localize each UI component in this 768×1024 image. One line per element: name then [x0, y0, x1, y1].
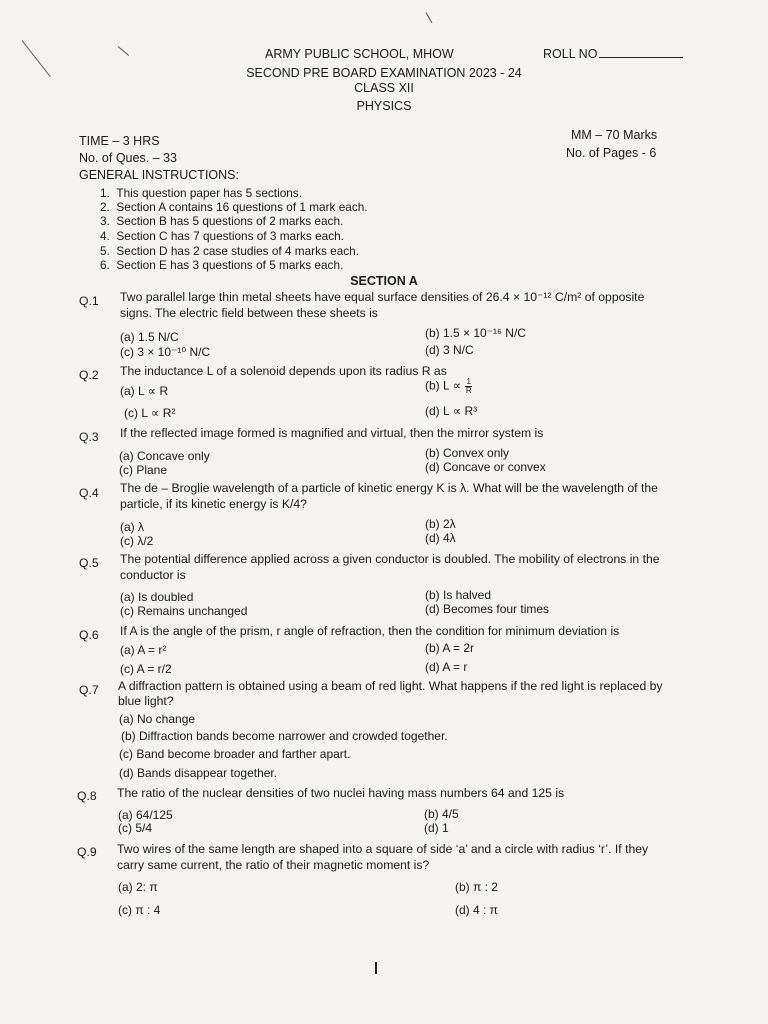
option-d: (d) 3 N/C — [425, 343, 474, 357]
instruction-item — [100, 258, 343, 272]
option-d: (d) Bands disappear together. — [119, 766, 278, 780]
instruction-text: Section B has 5 questions of 2 marks each. — [116, 214, 344, 228]
question-number: Q.6 — [79, 628, 99, 642]
pen-mark — [118, 46, 129, 56]
question-number: Q.1 — [79, 294, 99, 308]
question-count: No. of Ques. – 33 — [79, 151, 177, 165]
question-number: Q.2 — [79, 368, 99, 382]
question-text: The potential difference applied across a given conductor is doubled. The mobility of electrons in the — [120, 552, 660, 566]
option-c: (c) Remains unchanged — [120, 604, 248, 618]
question-text: signs. The electric field between these sheets is — [120, 306, 378, 320]
option-a: (a) A = r² — [120, 643, 167, 657]
question-number: Q.5 — [79, 556, 99, 570]
roll-number — [543, 46, 683, 61]
option-a: (a) 64/125 — [118, 808, 173, 822]
question-text: The ratio of the nuclear densities of two nuclei having mass numbers 64 and 125 is — [117, 786, 565, 800]
section-title: SECTION A — [350, 274, 418, 288]
option-c: (c) Plane — [119, 463, 168, 477]
option-a: (a) No change — [119, 712, 196, 726]
question-text: blue light? — [118, 694, 174, 708]
roll-blank — [599, 46, 683, 58]
option-b: (b) Convex only — [425, 446, 510, 460]
instruction-text: Section E has 3 questions of 5 marks each. — [116, 258, 344, 272]
question-text: Two wires of the same length are shaped into a square of side ‘a’ and a circle with radius ‘r’. If they — [117, 842, 649, 856]
instruction-item — [100, 214, 343, 228]
option-c: (c) L ∝ R² — [124, 406, 176, 420]
option-c: (c) λ/2 — [120, 534, 154, 548]
option-d: (d) 1 — [424, 821, 449, 835]
question-text: The de – Broglie wavelength of a particle of kinetic energy K is λ. What will be the wavelength of the — [120, 481, 658, 495]
option-a: (a) λ — [120, 520, 144, 534]
option-c: (c) 3 × 10⁻¹⁰ N/C — [120, 345, 211, 359]
question-text: If A is the angle of the prism, r angle of refraction, then the condition for minimum deviation is — [120, 624, 620, 638]
option-d: (d) A = r — [425, 660, 468, 674]
question-text: The inductance L of a solenoid depends upon its radius R as — [120, 364, 447, 378]
instruction-item — [100, 186, 302, 200]
option-b — [425, 378, 472, 395]
option-b: (b) π : 2 — [455, 880, 498, 894]
fraction-numerator: 1 — [466, 377, 471, 386]
question-number: Q.4 — [79, 486, 99, 500]
instruction-num: 6. — [100, 258, 110, 272]
option-c: (c) 5/4 — [118, 821, 153, 835]
question-number: Q.7 — [79, 683, 99, 697]
instruction-text: Section D has 2 case studies of 4 marks each. — [116, 244, 360, 258]
option-c: (c) Band become broader and farther apart. — [119, 747, 351, 761]
max-marks: MM – 70 Marks — [571, 128, 658, 142]
fraction — [465, 378, 471, 395]
instruction-num: 1. — [100, 186, 110, 200]
instruction-text: This question paper has 5 sections. — [116, 186, 302, 200]
option-d: (d) 4λ — [425, 531, 456, 545]
question-number: Q.3 — [79, 430, 99, 444]
option-b: (b) 4/5 — [424, 807, 459, 821]
instruction-item — [100, 244, 359, 258]
option-b: (b) A = 2r — [425, 641, 475, 655]
question-text: particle, if its kinetic energy is K/4? — [120, 497, 307, 511]
option-d: (d) Becomes four times — [425, 602, 550, 616]
time-label: TIME – 3 HRS — [79, 134, 160, 148]
option-b-prefix: (b) L ∝ — [425, 378, 462, 393]
option-c: (c) A = r/2 — [120, 662, 172, 676]
instruction-num: 3. — [100, 214, 110, 228]
option-b: (b) 2λ — [425, 517, 456, 531]
page-number-mark — [375, 962, 377, 974]
option-a: (a) L ∝ R — [120, 384, 169, 398]
option-d: (d) L ∝ R³ — [425, 404, 478, 418]
question-text: Two parallel large thin metal sheets have equal surface densities of 26.4 × 10⁻¹² C/m² of opposite — [120, 290, 645, 304]
fraction-denominator: R — [465, 386, 472, 395]
option-a: (a) Concave only — [119, 449, 210, 463]
instructions-title: GENERAL INSTRUCTIONS: — [79, 168, 239, 182]
question-text: A diffraction pattern is obtained using a beam of red light. What happens if the red light is replaced by — [118, 679, 663, 693]
option-a: (a) Is doubled — [120, 590, 194, 604]
instruction-text: Section A contains 16 questions of 1 mark each. — [116, 200, 368, 214]
option-a: (a) 2: π — [118, 880, 158, 894]
question-number: Q.8 — [77, 789, 97, 803]
option-b: (b) Diffraction bands become narrower and crowded together. — [121, 729, 448, 743]
instruction-item — [100, 200, 368, 214]
class-label: CLASS XII — [354, 81, 414, 95]
question-text: If the reflected image formed is magnified and virtual, then the mirror system is — [120, 426, 544, 440]
question-text: conductor is — [120, 568, 186, 582]
instruction-num: 4. — [100, 229, 110, 243]
option-c: (c) π : 4 — [118, 903, 161, 917]
page-count: No. of Pages - 6 — [566, 146, 657, 160]
instruction-num: 2. — [100, 200, 110, 214]
option-d: (d) Concave or convex — [425, 460, 546, 474]
instruction-text: Section C has 7 questions of 3 marks each. — [116, 229, 344, 243]
question-number: Q.9 — [77, 845, 97, 859]
option-d: (d) 4 : π — [455, 903, 498, 917]
school-name: ARMY PUBLIC SCHOOL, MHOW — [265, 47, 454, 61]
instruction-num: 5. — [100, 244, 110, 258]
exam-title: SECOND PRE BOARD EXAMINATION 2023 - 24 — [246, 66, 522, 80]
instruction-item — [100, 229, 344, 243]
option-b: (b) 1.5 × 10⁻¹⁶ N/C — [425, 326, 526, 340]
option-b: (b) Is halved — [425, 588, 492, 602]
question-text: carry same current, the ratio of their magnetic moment is? — [117, 858, 430, 872]
subject-label: PHYSICS — [356, 99, 412, 113]
pen-mark — [426, 12, 433, 23]
option-a: (a) 1.5 N/C — [120, 330, 179, 344]
roll-label: ROLL NO — [543, 47, 598, 61]
